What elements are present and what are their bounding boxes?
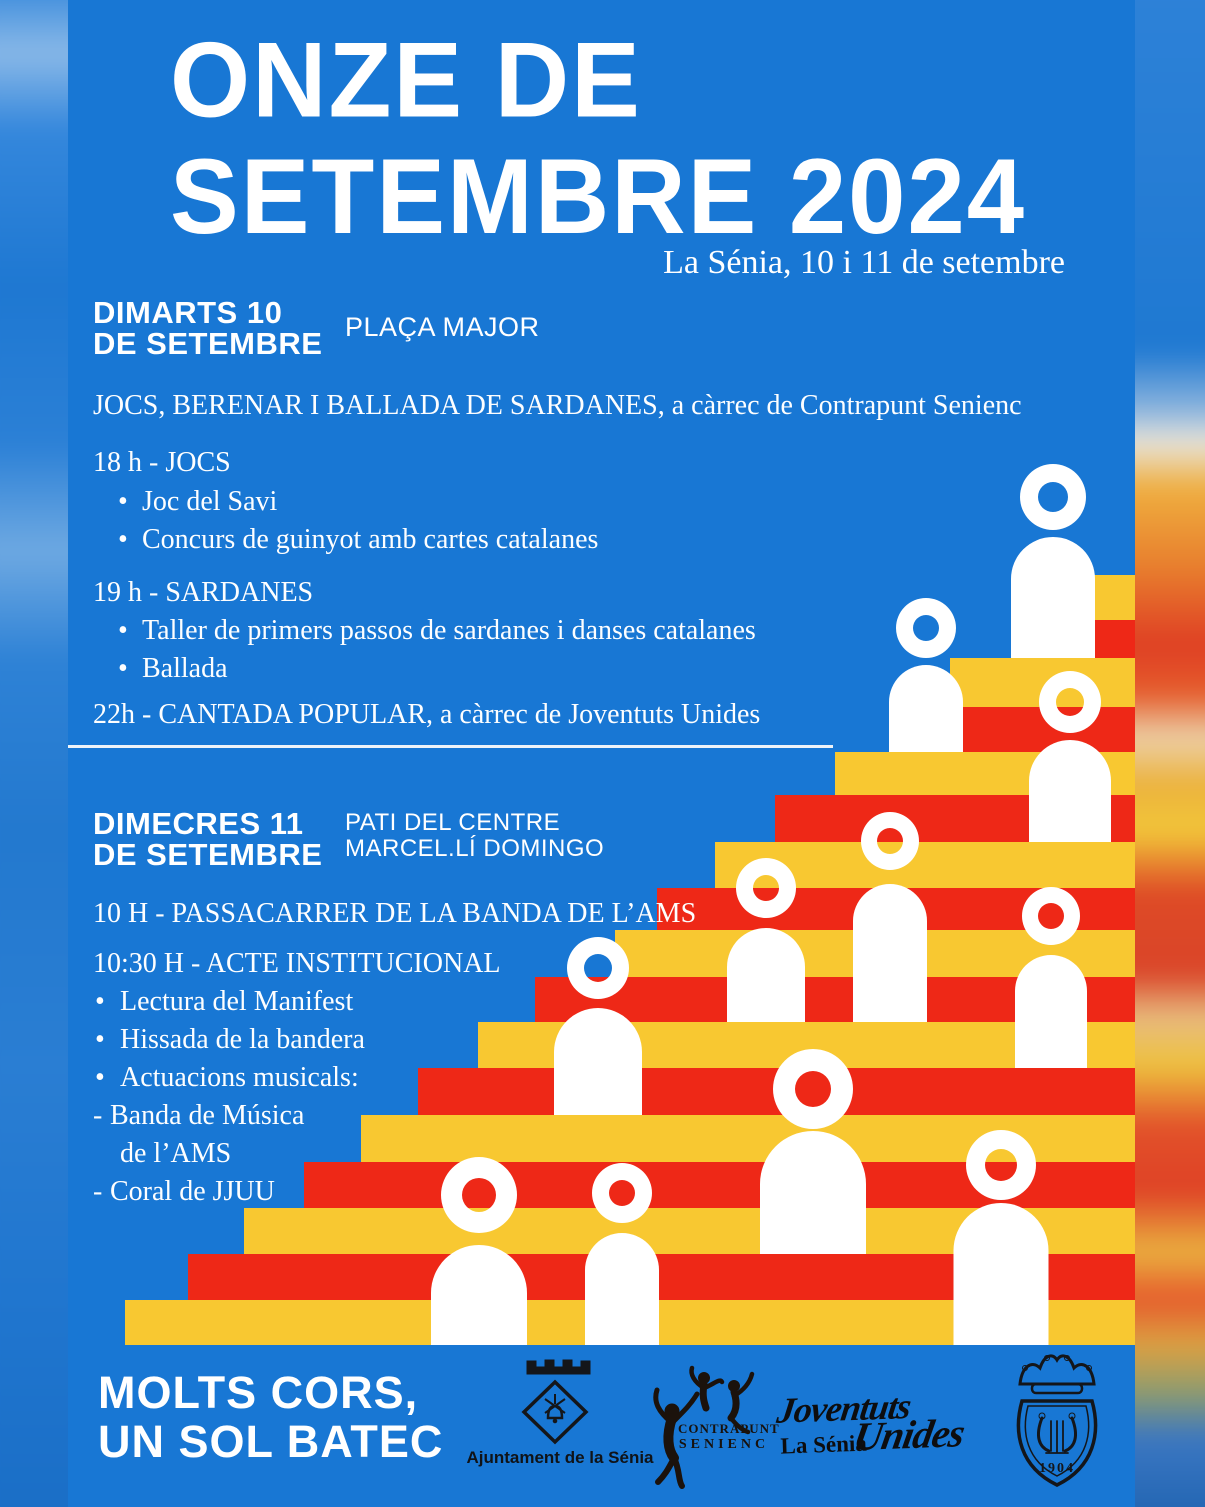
poster-title <box>170 19 1027 256</box>
section1-venue: PLAÇA MAJOR <box>345 312 540 342</box>
joventuts-place: La Sénia <box>780 1430 868 1459</box>
program-row-bullet <box>118 615 756 647</box>
bullet-marker: • <box>118 653 128 684</box>
unides-word: Unides <box>850 1410 968 1460</box>
program-row-text: Banda de Música <box>110 1100 305 1131</box>
contrapunt-line2: SENIENC <box>678 1437 770 1452</box>
ajuntament-caption: Ajuntament de la Sénia <box>466 1448 654 1467</box>
section1-day-line1: DIMARTS 10 <box>93 295 283 330</box>
person-body <box>853 884 927 1022</box>
person-body <box>1015 955 1087 1068</box>
person-figure <box>1011 464 1095 658</box>
ajuntament-crest-icon <box>460 1344 650 1454</box>
program-row-time <box>93 699 760 731</box>
person-ring-head <box>896 598 956 658</box>
contrapunt-line1: CONTRAPUNT <box>678 1421 780 1436</box>
person-body <box>954 1203 1049 1345</box>
program-row-bullet <box>95 1024 365 1056</box>
program-row-text: Joc del Savi <box>142 486 278 517</box>
ams-year: 1904 <box>1039 1461 1075 1476</box>
person-ring-head <box>567 937 629 999</box>
section2-day-heading <box>93 808 322 870</box>
title-line-2: SETEMBRE 2024 <box>170 136 1027 256</box>
dash-marker: - <box>93 1176 103 1207</box>
person-body <box>1011 537 1095 658</box>
contrapunt-wordmark <box>678 1421 780 1453</box>
program-row-time <box>93 948 501 980</box>
joventuts-word: Joventuts <box>774 1385 914 1431</box>
bullet-marker: • <box>95 986 105 1017</box>
program-row-text: 18 h - JOCS <box>93 447 231 478</box>
program-row-time <box>93 577 313 609</box>
section2-venue <box>345 810 604 862</box>
program-row-intro <box>93 390 1022 422</box>
program-row-indent <box>120 1138 231 1170</box>
program-row-bullet <box>95 1062 359 1094</box>
program-row-time <box>93 898 696 930</box>
joventuts-unides-logo <box>776 1378 989 1480</box>
person-body <box>727 928 805 1022</box>
person-ring-head <box>1020 464 1086 530</box>
program-row-text: 22h - CANTADA POPULAR, a càrrec de Joventuts Unides <box>93 699 761 730</box>
program-row-time <box>93 447 231 479</box>
section2-day-line2: DE SETEMBRE <box>93 837 323 872</box>
program-row-bullet <box>118 486 277 518</box>
footer-line1: MOLTS CORS, <box>98 1367 419 1418</box>
footer-line2: UN SOL BATEC <box>98 1416 444 1467</box>
person-body <box>554 1008 642 1115</box>
program-row-text: Ballada <box>142 653 228 684</box>
program-row-text: Hissada de la bandera <box>120 1024 365 1055</box>
dash-marker: - <box>93 1100 103 1131</box>
section2-venue-line1: PATI DEL CENTRE <box>345 809 561 836</box>
poster-subtitle: La Sénia, 10 i 11 de setembre <box>663 244 1065 281</box>
footer-slogan <box>98 1368 443 1466</box>
section1-day-heading <box>93 297 322 359</box>
bullet-marker: • <box>118 486 128 517</box>
program-row-text: de l’AMS <box>120 1138 232 1169</box>
person-body <box>1029 740 1111 842</box>
person-body <box>585 1233 659 1345</box>
ams-crest-icon <box>992 1346 1122 1501</box>
person-body <box>760 1131 866 1254</box>
program-row-text: JOCS, BERENAR I BALLADA DE SARDANES, a càrrec de Contrapunt Senienc <box>93 390 1022 421</box>
program-row-bullet <box>95 986 353 1018</box>
program-row-text: Coral de JJUU <box>110 1176 275 1207</box>
program-row-bullet <box>118 653 228 685</box>
program-row-text: 10:30 H - ACTE INSTITUCIONAL <box>93 948 501 979</box>
title-line-1: ONZE DE <box>170 19 642 140</box>
bullet-marker: • <box>118 524 128 555</box>
section1-day-line2: DE SETEMBRE <box>93 326 323 361</box>
program-row-text: Taller de primers passos de sardanes i danses catalanes <box>142 615 756 646</box>
bullet-marker: • <box>95 1024 105 1055</box>
program-row-text: 10 H - PASSACARRER DE LA BANDA DE L’AMS <box>93 898 697 929</box>
program-row-dash <box>93 1176 275 1208</box>
bullet-marker: • <box>95 1062 105 1093</box>
program-row-text: Actuacions musicals: <box>120 1062 359 1093</box>
section-divider-line <box>68 745 833 748</box>
bullet-marker: • <box>118 615 128 646</box>
program-row-dash <box>93 1100 304 1132</box>
program-row-text: 19 h - SARDANES <box>93 577 314 608</box>
section2-venue-line2: MARCEL.LÍ DOMINGO <box>345 835 605 862</box>
person-body <box>889 665 963 752</box>
program-row-bullet <box>118 524 598 556</box>
program-row-text: Concurs de guinyot amb cartes catalanes <box>142 524 599 555</box>
program-row-text: Lectura del Manifest <box>120 986 354 1017</box>
person-body <box>431 1245 527 1345</box>
section2-day-line1: DIMECRES 11 <box>93 806 304 841</box>
